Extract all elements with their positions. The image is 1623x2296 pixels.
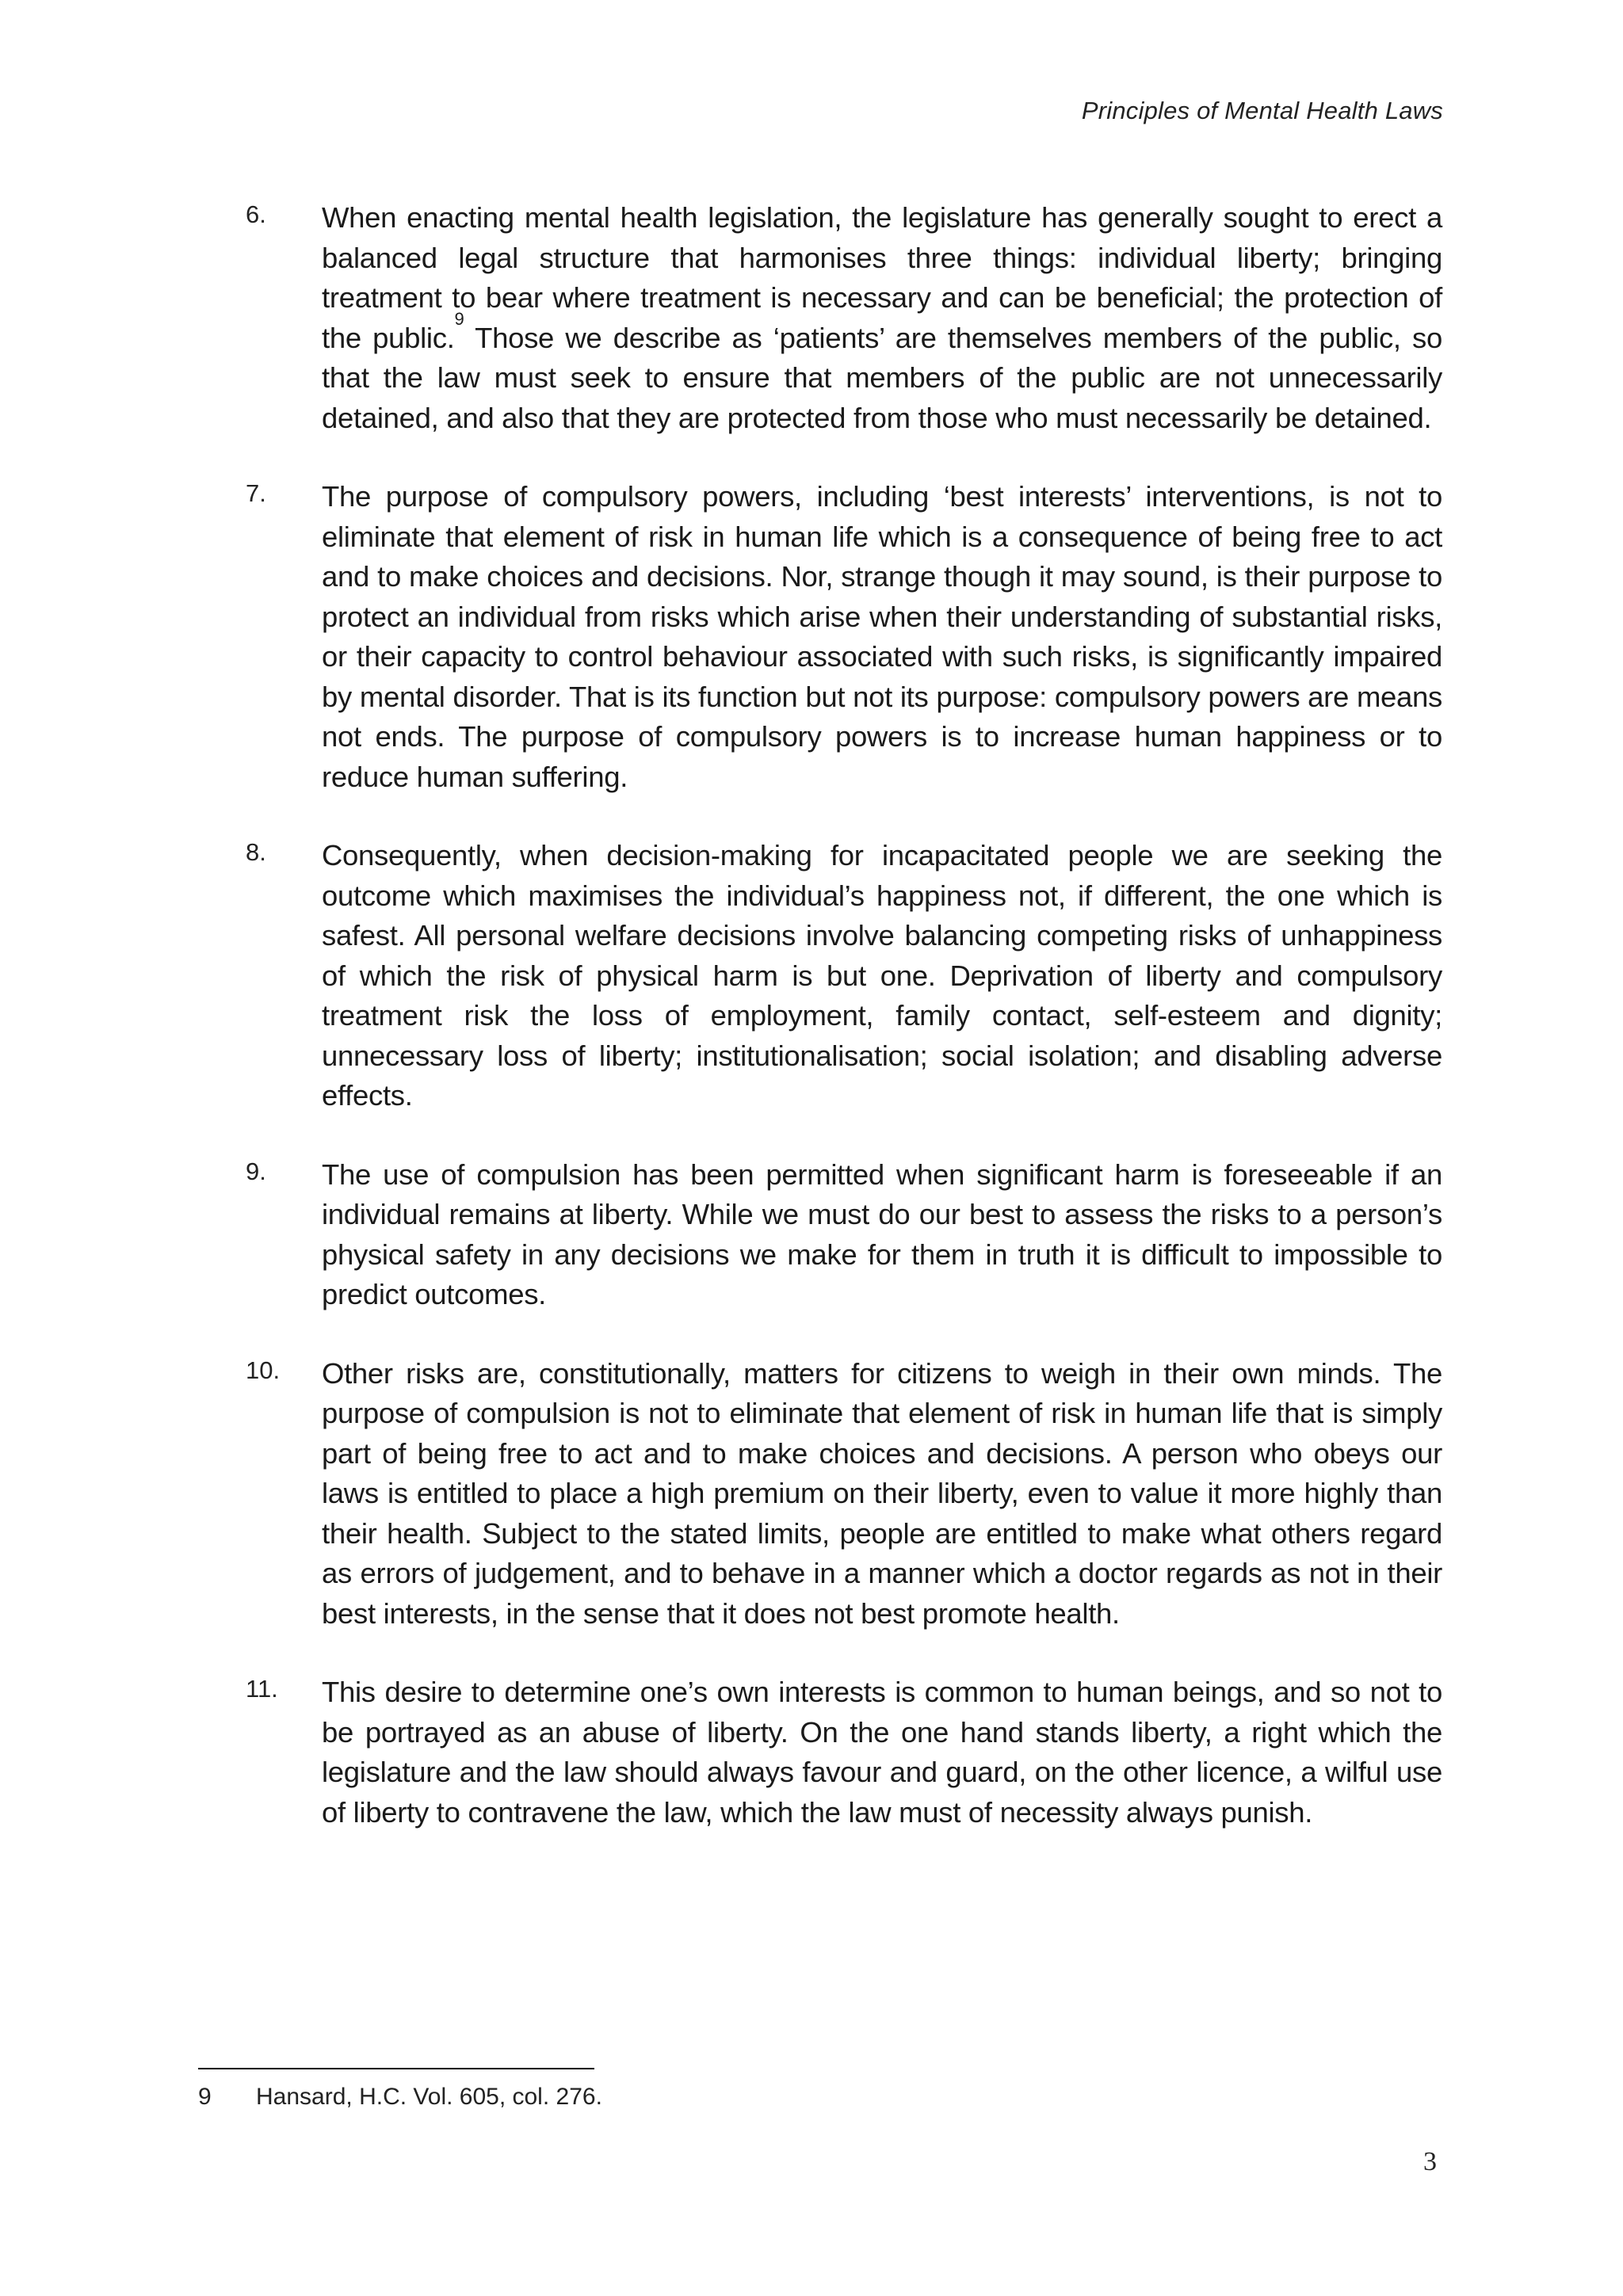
paragraph-number: 11. <box>246 1675 278 1703</box>
paragraph-number: 6. <box>246 200 266 228</box>
paragraph-8 <box>246 836 1442 1116</box>
paragraph-7 <box>246 477 1442 797</box>
footnote-number: 9 <box>198 2084 212 2110</box>
paragraph-number: 8. <box>246 838 266 866</box>
paragraph-9 <box>246 1155 1442 1315</box>
paragraph-number: 9. <box>246 1157 266 1185</box>
paragraph-10 <box>246 1354 1442 1634</box>
paragraph-text: Other risks are, constitutionally, matters for citizens to weigh in their own minds. The purpose of compulsion is not to eliminate that element of risk in human life that is simply part of being free to act and to make choices and decisions. A person who obeys our laws is entitled to place a high premium on their liberty, even to value it more highly than their health. Subject to the stated limits, people are entitled to make what others regard as errors of judgement, and to behave in a manner which a doctor regards as not in their best interests, in the sense that it does not best promote health. <box>322 1356 1442 1630</box>
paragraph-text: The purpose of compulsory powers, including ‘best interests’ interventions, is not to eliminate that element of risk in human life which is a consequence of being free to act and to make choices and decisions. Nor, strange though it may sound, is their purpose to protect an individual from risks which arise when their understanding of substantial risks, or their capacity to control behaviour associated with such risks, is significantly impaired by mental disorder. That is its function but not its purpose: compulsory powers are means not ends. The purpose of compulsory powers is to increase human happiness or to reduce human suffering. <box>322 480 1442 793</box>
paragraph-text-part: Those we describe as ‘patients’ are themselves members of the public, so that the law must seek to ensure that members of the public are not unnecessarily detained, and also that they are protected from those who must necessarily be detained. <box>322 321 1442 434</box>
footnote <box>198 2084 602 2111</box>
paragraph-11 <box>246 1672 1442 1833</box>
paragraph-text <box>322 198 1442 438</box>
paragraph-text: Consequently, when decision-making for incapacitated people we are seeking the outcome which maximises the individual’s happiness not, if different, the one which is safest. All personal welfare decisions involve balancing competing risks of unhappiness of which the risk of physical harm is but one. Deprivation of liberty and compulsory treatment risk the loss of employment, family contact, self-esteem and dignity; unnecessary loss of liberty; institutionalisation; social isolation; and disabling adverse effects. <box>322 839 1442 1112</box>
footnote-text: Hansard, H.C. Vol. 605, col. 276. <box>256 2084 602 2110</box>
paragraph-6 <box>246 198 1442 438</box>
footnote-reference[interactable]: 9 <box>454 309 464 330</box>
page-number: 3 <box>1423 2147 1437 2176</box>
paragraph-text: The use of compulsion has been permitted when significant harm is foreseeable if an individual remains at liberty. While we must do our best to assess the risks to a person’s physical safety in any decisions we make for them in truth it is difficult to impossible to predict outcomes. <box>322 1158 1442 1310</box>
paragraph-list <box>246 198 1442 1871</box>
paragraph-text: This desire to determine one’s own interests is common to human beings, and so not to be portrayed as an abuse of liberty. On the one hand stands liberty, a right which the legislature and the law should always favour and guard, on the other licence, a wilful use of liberty to contravene the law, which the law must of necessity always punish. <box>322 1676 1442 1829</box>
paragraph-number: 7. <box>246 479 266 507</box>
paragraph-text-part: When enacting mental health legislation, the legislature has generally sought to erect a balanced legal structure that harmonises three things: individual liberty; bringing treatment to bear where treatment is necessary and can be beneficial; the protection of the public. <box>322 201 1442 354</box>
paragraph-number: 10. <box>246 1356 281 1384</box>
footnote-divider <box>198 2068 594 2069</box>
running-header: Principles of Mental Health Laws <box>1081 97 1443 124</box>
